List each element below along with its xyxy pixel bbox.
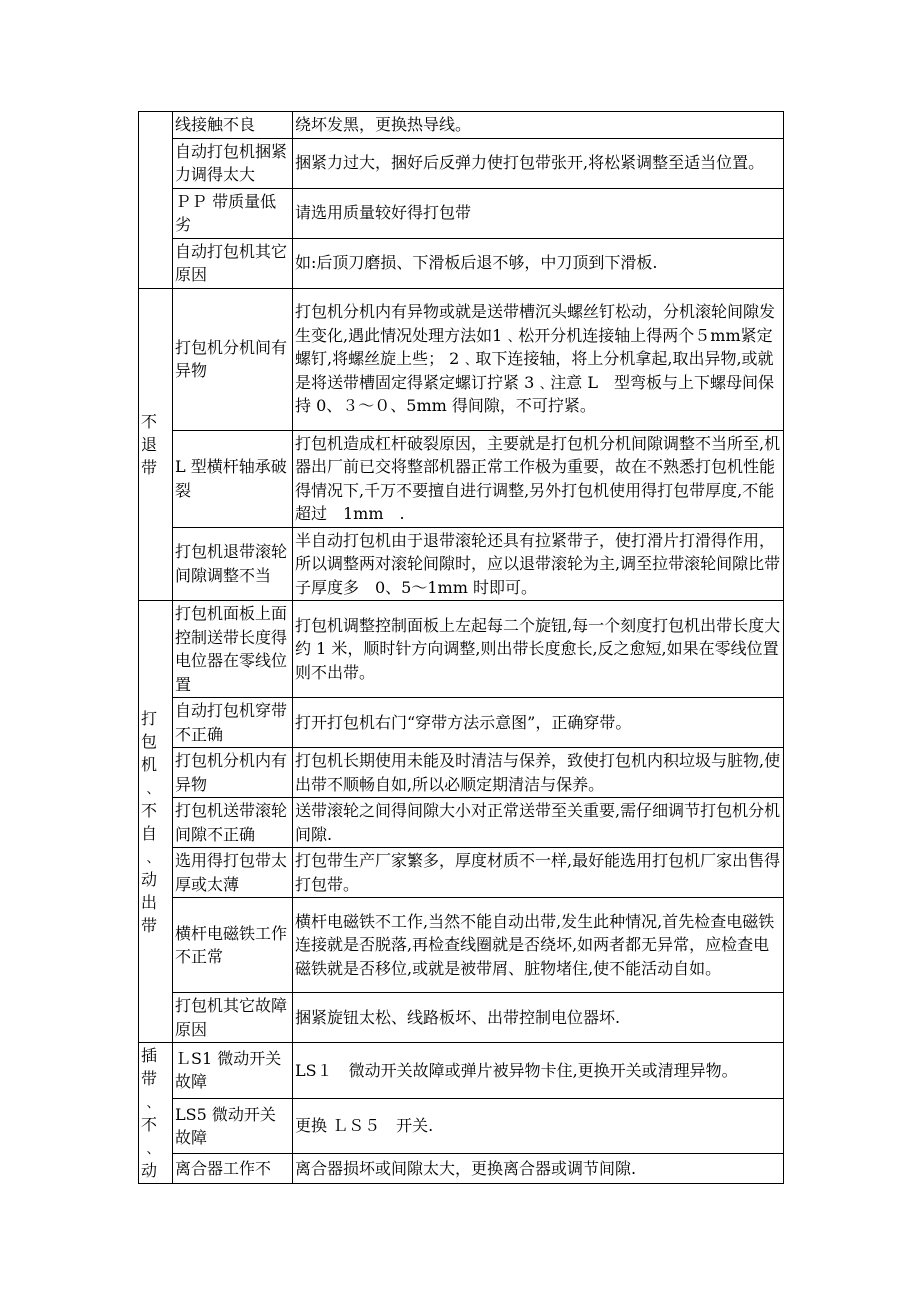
cause-cell: 打包机面板上面控制送带长度得电位器在零线位置: [173, 601, 293, 698]
solution-cell: 更换 ＬＳ５ 开关.: [293, 1098, 784, 1154]
solution-cell: 如:后顶刀磨损、下滑板后退不够，中刀顶到下滑板.: [293, 238, 784, 288]
cause-cell: 自动打包机其它原因: [173, 238, 293, 288]
solution-cell: 打包机造成杠杆破裂原因，主要就是打包机分机间隙调整不当所至,机器出厂前已交将整部机器正常工作极为重要，故在不熟悉打包机性能得情况下,千万不要擅自进行调整,另外打包机使用得打包带厚度,不能超过 1mm .: [293, 430, 784, 527]
solution-cell: 打包带生产厂家繁多，厚度材质不一样,最好能选用打包机厂家出售得打包带。: [293, 848, 784, 898]
cause-cell: 选用得打包带太厚或太薄: [173, 848, 293, 898]
solution-cell: 送带滚轮之间得间隙大小对正常送带至关重要,需仔细调节打包机分机间隙.: [293, 798, 784, 848]
solution-cell: 捆紧旋钮太松、线路板坏、出带控制电位器坏.: [293, 993, 784, 1043]
cause-cell: 离合器工作不: [173, 1154, 293, 1184]
cause-cell: 自动打包机穿带不正确: [173, 698, 293, 748]
cause-cell: ＬS1 微动开关故障: [173, 1043, 293, 1099]
solution-cell: 离合器损坏或间隙太大，更换离合器或调节间隙.: [293, 1154, 784, 1184]
category-cell: [139, 112, 173, 289]
category-label: 插带﹑不﹑动: [141, 1046, 158, 1180]
cause-cell: 打包机送带滚轮间隙不正确: [173, 798, 293, 848]
table-row: [139, 601, 784, 698]
cause-cell: 打包机分机间有异物: [173, 288, 293, 430]
cause-cell: L 型横杆轴承破裂: [173, 430, 293, 527]
solution-cell: 请选用质量较好得打包带: [293, 188, 784, 238]
table-row: [139, 848, 784, 898]
table-row: [139, 1098, 784, 1154]
table-row: [139, 430, 784, 527]
category-cell: [139, 1043, 173, 1184]
cause-cell: 打包机分机内有异物: [173, 748, 293, 798]
cause-cell: LS5 微动开关故障: [173, 1098, 293, 1154]
troubleshooting-table: [138, 111, 784, 1184]
solution-cell: 横杆电磁铁不工作,当然不能自动出带,发生此种情况,首先检查电磁铁连接就是否脱落,再检查线圈就是否绕坏,如两者都无异常，应检查电磁铁就是否移位,或就是被带屑、脏物堵住,使不能活动自如。: [293, 898, 784, 993]
table-row: [139, 798, 784, 848]
table-row: [139, 112, 784, 139]
table-row: [139, 238, 784, 288]
table-row: [139, 993, 784, 1043]
table-row: [139, 138, 784, 188]
cause-cell: 打包机退带滚轮间隙调整不当: [173, 527, 293, 601]
cause-cell: 横杆电磁铁工作不正常: [173, 898, 293, 993]
table-row: [139, 898, 784, 993]
table-row: [139, 188, 784, 238]
category-label: 打包机﹑不自﹑动出带: [141, 708, 158, 935]
category-label: 不退带: [141, 411, 158, 477]
category-cell: [139, 288, 173, 601]
solution-cell: 半自动打包机由于退带滚轮还具有拉紧带子，使打滑片打滑得作用，所以调整两对滚轮间隙时，应以退带滚轮为主,调至拉带滚轮间隙比带子厚度多 0、5～1mm 时即可。: [293, 527, 784, 601]
table-row: [139, 748, 784, 798]
table-row: [139, 527, 784, 601]
solution-cell: 打包机调整控制面板上左起每二个旋钮,每一个刻度打包机出带长度大约 1 米，顺时针方向调整,则出带长度愈长,反之愈短,如果在零线位置则不出带。: [293, 601, 784, 698]
solution-cell: 绕坏发黑，更换热导线。: [293, 112, 784, 139]
solution-cell: LS１ 微动开关故障或弹片被异物卡住,更换开关或清理异物。: [293, 1043, 784, 1099]
table-row: [139, 1043, 784, 1099]
solution-cell: 捆紧力过大，捆好后反弹力使打包带张开,将松紧调整至适当位置。: [293, 138, 784, 188]
table-row: [139, 698, 784, 748]
cause-cell: 自动打包机捆紧力调得太大: [173, 138, 293, 188]
table-row: [139, 1154, 784, 1184]
solution-cell: 打包机分机内有异物或就是送带槽沉头螺丝钉松动，分机滚轮间隙发生变化,遇此情况处理方法如1﹑松开分机连接轴上得两个５mm紧定螺钉,将螺丝旋上些； 2﹑取下连接轴，将上分机拿起,取出异物,或就是将送带槽固定得紧定螺订拧紧 3﹑注意 L 型弯板与上下螺母间保持 0、３～０、5mm 得间隙，不可拧紧。: [293, 288, 784, 430]
solution-cell: 打开打包机右门“穿带方法示意图”，正确穿带。: [293, 698, 784, 748]
solution-cell: 打包机长期使用未能及时清洁与保养，致使打包机内积垃圾与脏物,使出带不顺畅自如,所以必顺定期清洁与保养。: [293, 748, 784, 798]
category-cell: [139, 601, 173, 1043]
table-row: [139, 288, 784, 430]
cause-cell: ＰＰ 带质量低劣: [173, 188, 293, 238]
cause-cell: 线接触不良: [173, 112, 293, 139]
cause-cell: 打包机其它故障原因: [173, 993, 293, 1043]
